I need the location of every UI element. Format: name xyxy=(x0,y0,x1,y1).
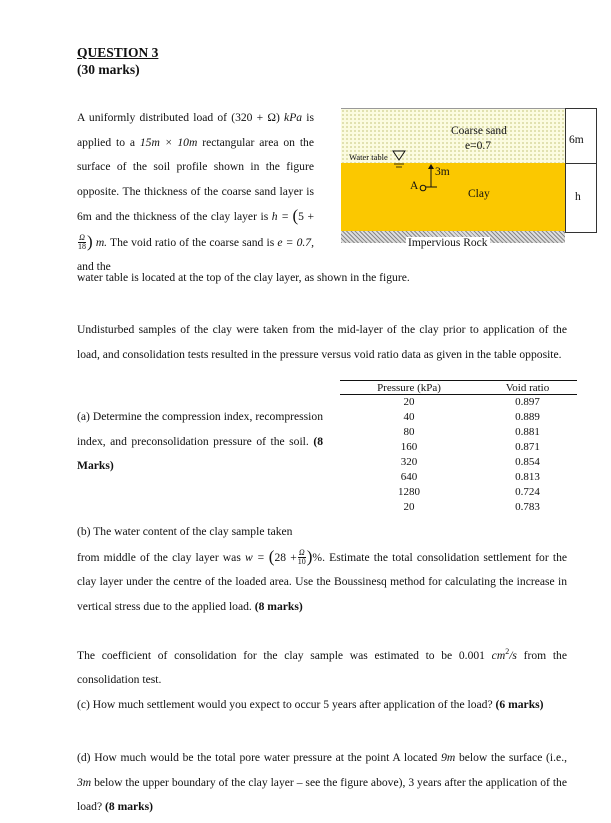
load-unit: kPa xyxy=(284,111,303,124)
sand-void-ratio-label: e=0.7 xyxy=(465,140,491,152)
part-d-text-3: below the upper boundary of the clay layer – see the figure above), 3 years after the application of the load? xyxy=(77,775,567,813)
intro-paragraph xyxy=(77,106,314,280)
void-ratio-column-header: Void ratio xyxy=(478,381,577,395)
cv-text-2: from the consolidation test. xyxy=(77,648,568,687)
void-ratio-cell: 0.897 xyxy=(515,396,540,408)
fraction-denominator: 18 xyxy=(78,242,86,252)
question-marks: (30 marks) xyxy=(77,62,140,77)
water-table-label: Water table xyxy=(349,152,388,162)
point-a-marker-icon xyxy=(419,184,427,192)
clay-thickness-label: h xyxy=(575,191,581,203)
paren-close: ) xyxy=(306,546,313,566)
point-a-label: A xyxy=(410,180,419,192)
sand-thickness-label: 6m xyxy=(569,134,584,146)
void-ratio-cell: 0.889 xyxy=(515,411,540,423)
intro-text-3: is applied to a xyxy=(77,111,314,149)
part-a-text: (a) Determine the compression index, recompression index, and preconsolidation pressure of the soil. xyxy=(77,410,323,448)
void-ratio-cell: 0.881 xyxy=(515,426,540,438)
pressure-column-header: Pressure (kPa) xyxy=(340,381,478,395)
intro-text-1: A uniformly distributed load of xyxy=(77,111,228,124)
fraction-numerator: Ω xyxy=(298,548,305,558)
fraction-numerator: Ω xyxy=(79,233,85,243)
part-b-text-2: from middle of the clay layer was xyxy=(77,550,241,564)
part-b-text-3: Estimate the total consolidation settlement for the clay layer under the centre of the loaded area. Use the Boussinesq method for calculating the increase in vertical stress due to the applied load. xyxy=(77,550,568,613)
void-ratio-cell: 0.724 xyxy=(515,486,540,498)
part-b-marks: (8 marks) xyxy=(254,599,303,613)
cv-unit-per-second: /s xyxy=(509,648,517,662)
water-content-fraction xyxy=(298,549,306,566)
pressure-cell: 320 xyxy=(400,456,418,468)
part-b-text-1: (b) The water content of the clay sample taken xyxy=(77,525,293,538)
void-ratio-cell: 0.813 xyxy=(515,471,540,483)
fraction-denominator: 10 xyxy=(297,557,306,567)
void-ratio-cell: 0.871 xyxy=(515,441,540,453)
pressure-cell: 160 xyxy=(400,441,418,453)
intro-text-5: The void ratio of the coarse sand is xyxy=(110,235,275,249)
table-row xyxy=(340,410,577,425)
water-table-icon xyxy=(391,149,407,171)
water-content-unit: %. xyxy=(312,550,325,564)
table-row xyxy=(340,425,577,440)
depth-label: 3m xyxy=(435,166,450,178)
paren-close: ) xyxy=(87,231,93,251)
clay-thickness-box xyxy=(565,163,597,233)
clay-thickness-term: 5 + xyxy=(298,210,315,223)
intro-text-4: rectangular area on the surface of the soil profile shown in the figure opposite. The thickness of the coarse sand layer is 6m and the thickness of the clay layer is xyxy=(77,135,314,223)
point-a-depth-below-clay: 3m xyxy=(77,775,92,789)
part-d-text-1: (d) How much would be the total pore water pressure at the point A located xyxy=(77,751,438,764)
coarse-sand-label: Coarse sand xyxy=(451,125,507,137)
table-row xyxy=(340,455,577,470)
undisturbed-samples-paragraph: Undisturbed samples of the clay were taken from the mid-layer of the clay prior to application of the load, and consolidation tests resulted in the pressure versus void ratio data as given in the table opposite. xyxy=(77,323,567,361)
consolidation-coefficient-paragraph xyxy=(77,640,567,717)
table-row xyxy=(340,395,577,411)
clay-thickness-fraction xyxy=(78,234,86,251)
part-a-marks: (8 Marks) xyxy=(77,434,323,472)
part-a-paragraph xyxy=(77,405,323,479)
intro-paragraph-continued: water table is located at the top of the clay layer, as shown in the figure. xyxy=(77,271,410,284)
pressure-void-ratio-table xyxy=(340,380,577,515)
clay-layer xyxy=(341,163,565,231)
paren-open: ( xyxy=(292,206,299,225)
table-header-row xyxy=(340,381,577,395)
soil-profile-figure xyxy=(341,108,596,254)
part-c-text: (c) How much settlement would you expect to occur 5 years after application of the load? xyxy=(77,697,493,711)
table-row xyxy=(340,470,577,485)
impervious-rock-label: Impervious Rock xyxy=(408,237,488,249)
table-row xyxy=(340,440,577,455)
void-ratio-cell: 0.854 xyxy=(515,456,540,468)
point-a-depth: 9m xyxy=(441,751,456,764)
pressure-cell: 40 xyxy=(403,411,415,423)
water-content-lhs: w = xyxy=(244,550,269,564)
clay-thickness-unit: m. xyxy=(95,235,108,249)
sand-thickness-box xyxy=(565,108,597,165)
void-ratio-cell: 0.783 xyxy=(515,501,540,513)
cv-text-1: The coefficient of consolidation for the clay sample was estimated to be 0.001 xyxy=(77,648,485,662)
part-c-marks: (6 marks) xyxy=(495,697,544,711)
area-dimensions: 15m × 10m xyxy=(139,135,198,149)
question-title: QUESTION 3 xyxy=(77,45,159,60)
part-d-text-2: below the surface (i.e., xyxy=(458,751,567,764)
water-content-term: 28 + xyxy=(274,550,297,564)
part-d-marks: (8 marks) xyxy=(105,800,153,813)
table-row xyxy=(340,485,577,500)
load-expression: (320 + Ω) xyxy=(231,111,280,124)
paren-open: ( xyxy=(268,546,275,566)
clay-thickness-lhs: h = xyxy=(271,210,293,223)
pressure-cell: 1280 xyxy=(398,486,420,498)
cv-unit: cm xyxy=(491,648,506,662)
part-b-paragraph xyxy=(77,520,567,619)
part-d-paragraph xyxy=(77,746,567,820)
void-ratio-value: e = 0.7, xyxy=(277,235,314,249)
pressure-cell: 20 xyxy=(403,501,415,513)
intro-text-6: and the xyxy=(77,260,111,273)
cv-unit-exponent: 2 xyxy=(505,647,510,656)
table-row xyxy=(340,500,577,515)
pressure-cell: 20 xyxy=(403,396,415,408)
clay-label: Clay xyxy=(468,188,490,200)
pressure-cell: 80 xyxy=(403,426,415,438)
pressure-cell: 640 xyxy=(400,471,418,483)
